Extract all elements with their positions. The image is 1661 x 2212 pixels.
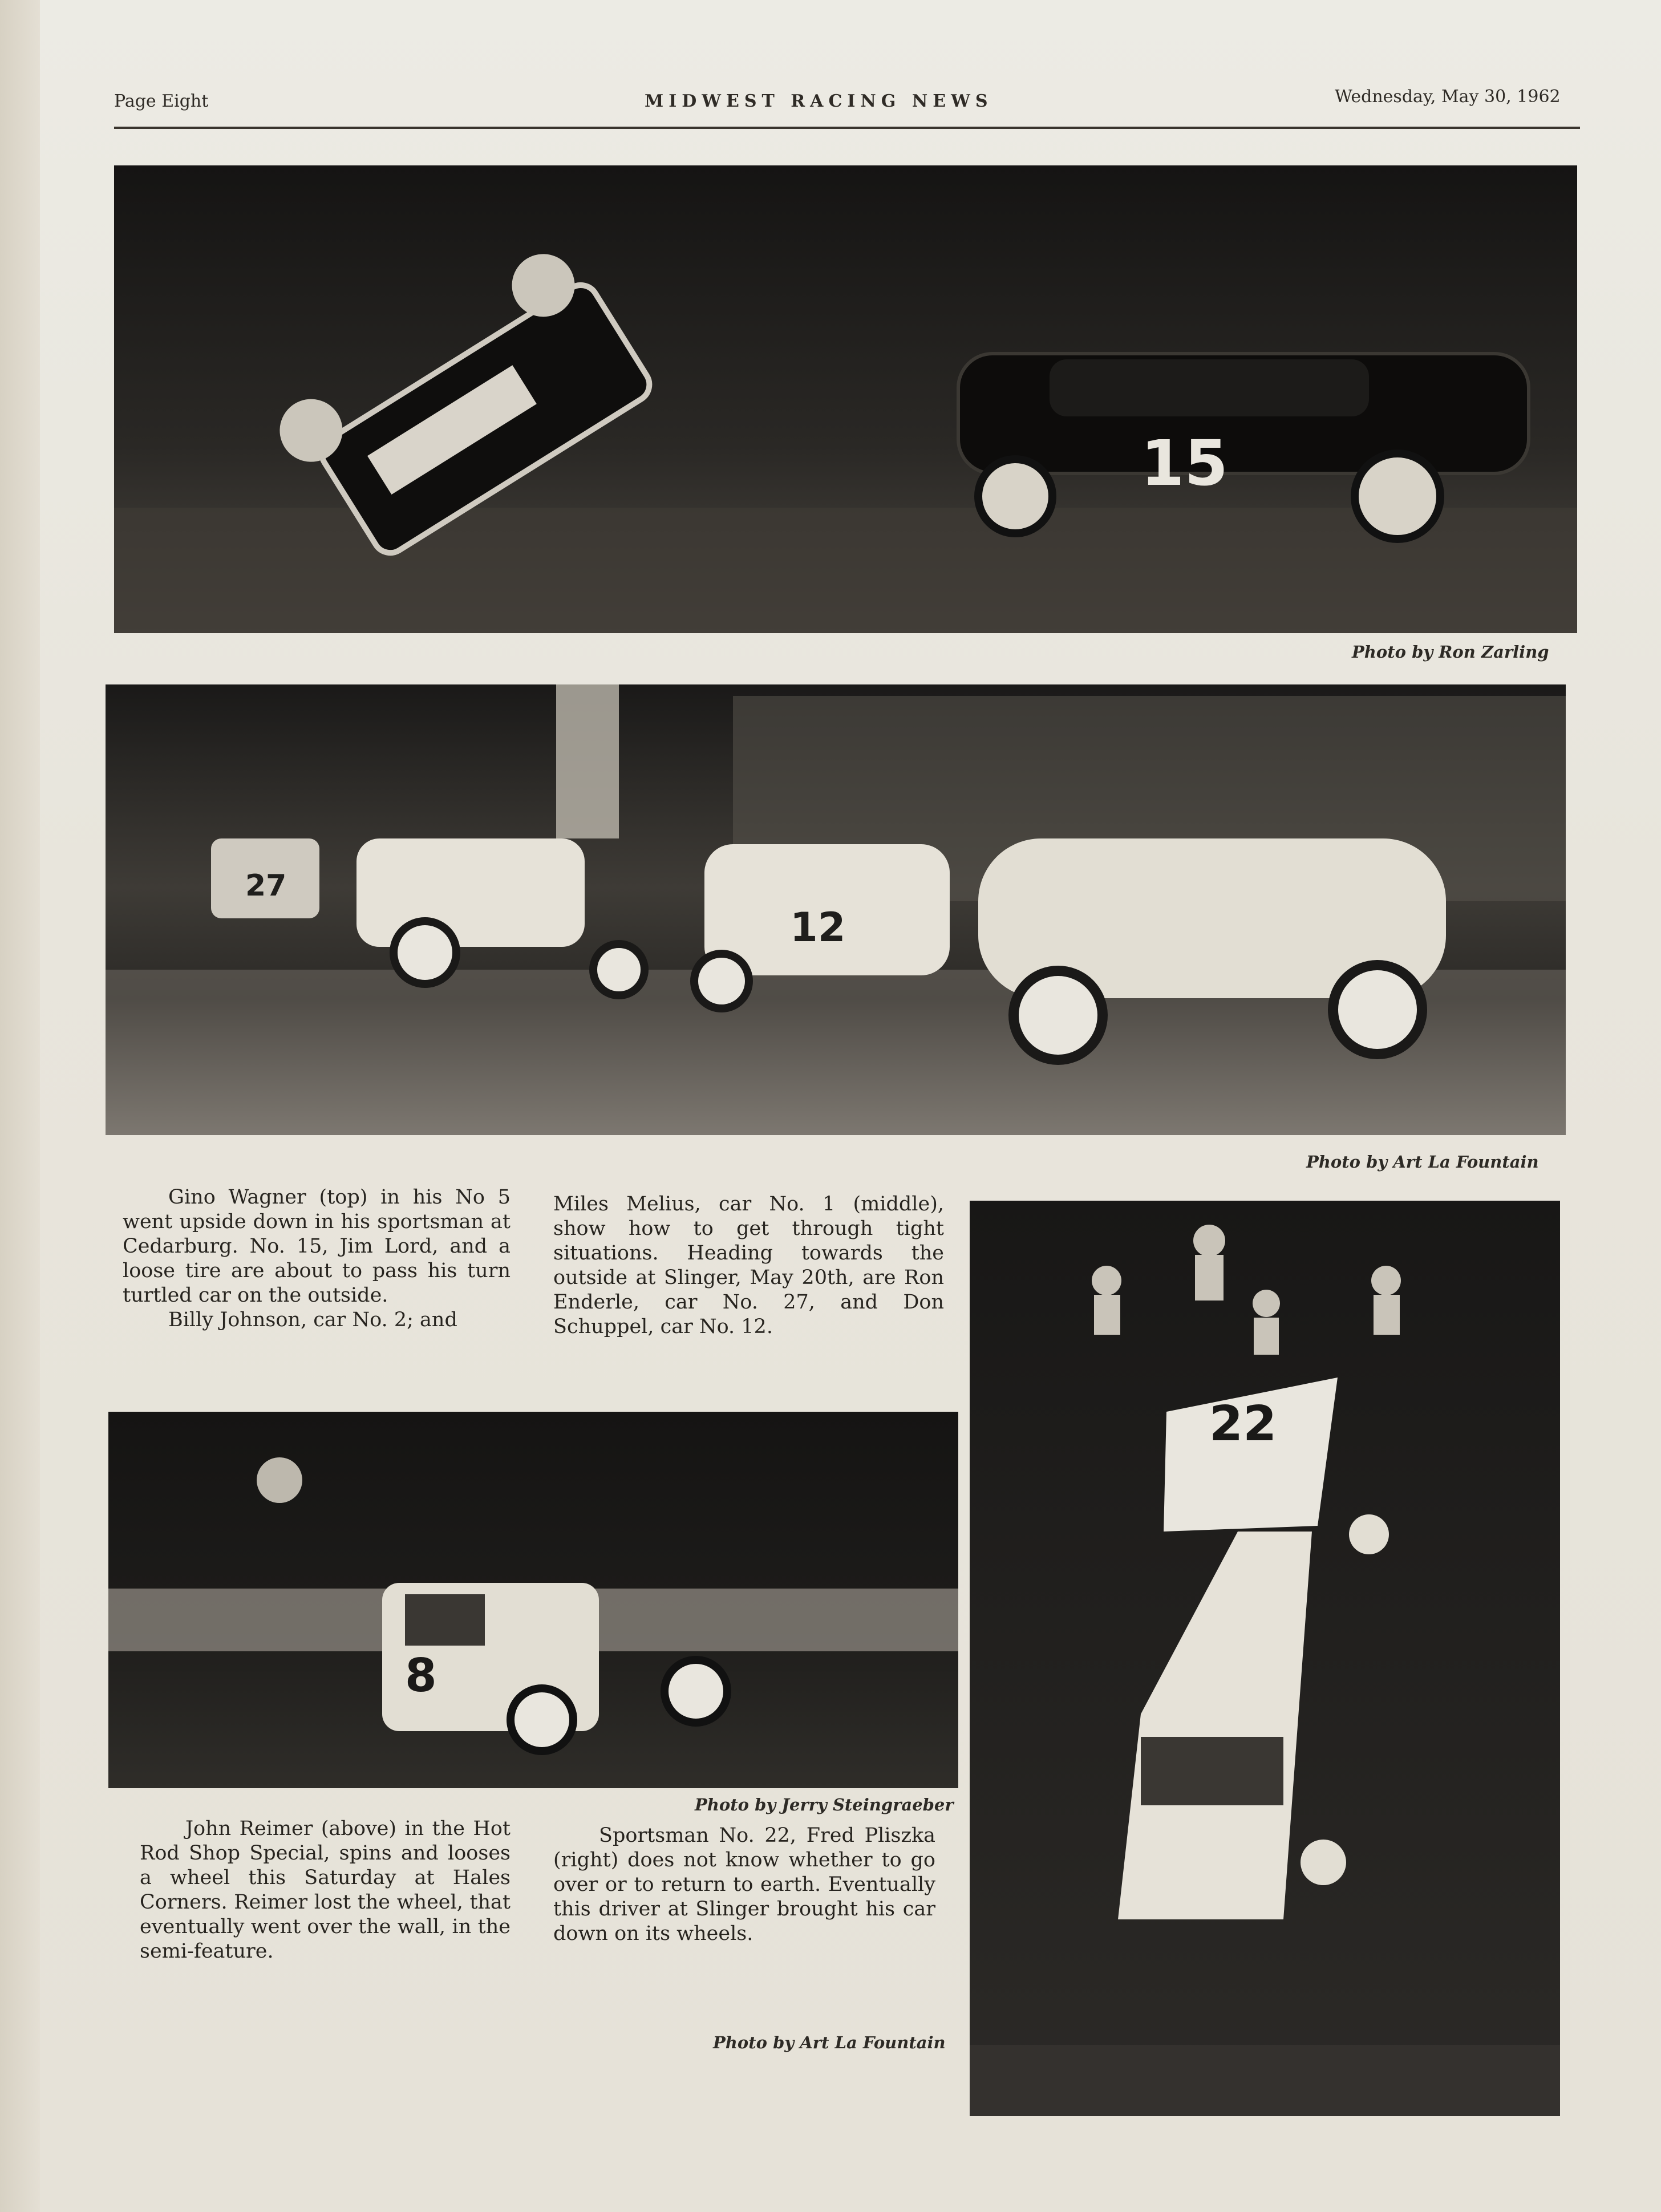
photo-spinning-car <box>108 1412 958 1788</box>
caption-lower-left-p1: John Reimer (above) in the Hot Rod Shop Special, spins and looses a wheel this Saturday at Hales Corners. Reimer lost the wheel, that eventually went over the wall, in the semi-feature. <box>140 1817 511 1963</box>
page-number-label: Page Eight <box>114 91 209 111</box>
page-fold-shadow <box>0 0 40 2212</box>
caption-lower-left <box>140 1817 511 1964</box>
car-number-27: 27 <box>245 869 287 903</box>
car-number-8: 8 <box>405 1649 437 1702</box>
photo-overturned-car <box>114 165 1577 633</box>
caption-upper-left <box>123 1185 511 1332</box>
car-number-15: 15 <box>1141 427 1229 500</box>
photo-credit-middle: Photo by Art La Fountain <box>1306 1152 1539 1172</box>
header-rule <box>114 127 1580 129</box>
photo-car-on-end <box>970 1201 1560 2116</box>
photo-credit-top: Photo by Ron Zarling <box>1352 642 1549 662</box>
car-number-12: 12 <box>790 904 846 951</box>
caption-upper-left-p1: Gino Wagner (top) in his No 5 went upside down in his sportsman at Cedarburg. No. 15, Jim Lord, and a loose tire are about to pass his turn turtled car on the outside. <box>123 1186 511 1307</box>
caption-lower-middle <box>553 1824 935 1946</box>
publication-title: MIDWEST RACING NEWS <box>645 91 993 111</box>
issue-date: Wednesday, May 30, 1962 <box>1335 87 1561 107</box>
car-number-22: 22 <box>1209 1396 1277 1452</box>
photo-modifieds-racing <box>106 684 1566 1135</box>
caption-upper-middle <box>553 1192 944 1339</box>
photo-credit-bottom-left: Photo by Jerry Steingraeber <box>695 1795 954 1814</box>
photo-credit-right: Photo by Art La Fountain <box>713 2033 946 2052</box>
caption-upper-middle-p1: Miles Melius, car No. 1 (middle), show how to get through tight situations. Heading towards the outside at Slinger, May 20th, are Ron Enderle, car No. 27, and Don Schuppel, car No. 12. <box>553 1193 944 1338</box>
caption-upper-left-p2: Billy Johnson, car No. 2; and <box>168 1308 457 1331</box>
caption-lower-middle-p1: Sportsman No. 22, Fred Pliszka (right) does not know whether to go over or to return to earth. Eventually this driver at Slinger brought his car down on its wheels. <box>553 1824 935 1945</box>
